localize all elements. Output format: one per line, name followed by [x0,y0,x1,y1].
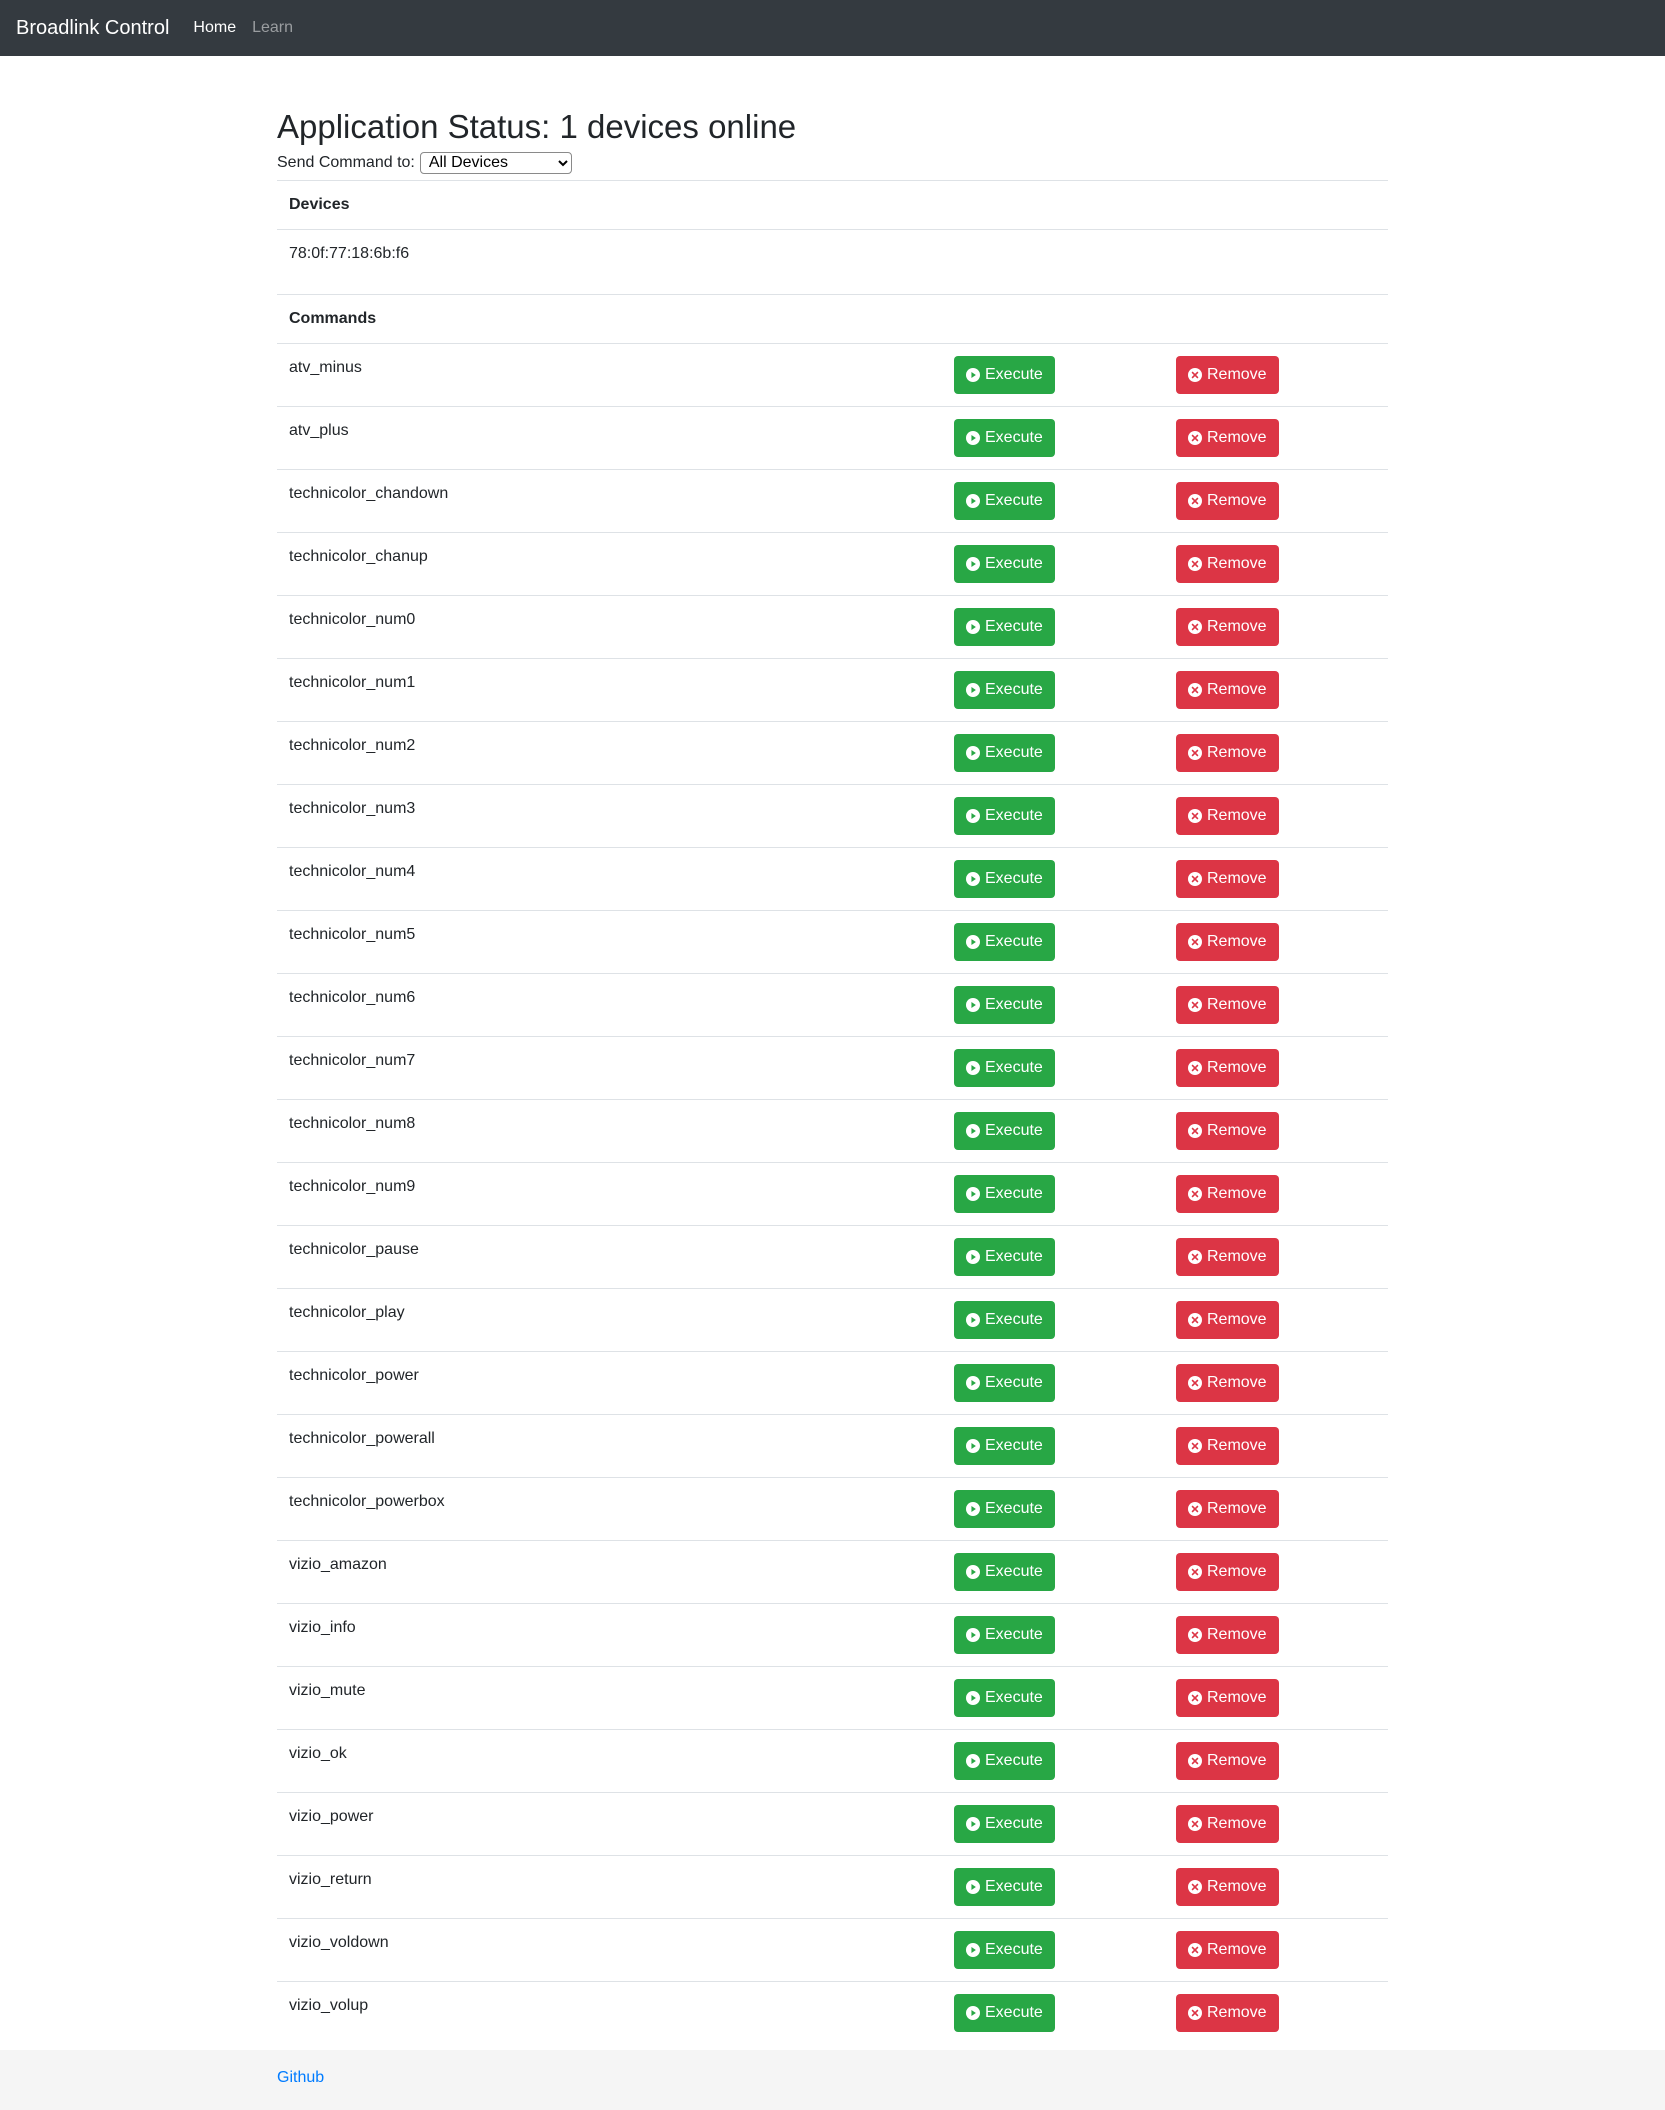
device-row [277,229,1388,294]
play-circle-icon [966,1628,985,1642]
remove-button[interactable] [1176,1679,1279,1717]
execute-label: Execute [985,869,1043,887]
command-row [277,658,1388,721]
remove-label: Remove [1207,743,1267,761]
remove-label: Remove [1207,1688,1267,1706]
execute-button[interactable] [954,1175,1055,1213]
command-row [277,469,1388,532]
command-row [277,1666,1388,1729]
status-table [277,180,1388,2045]
execute-button[interactable] [954,419,1055,457]
execute-label: Execute [985,2003,1043,2021]
command-name: vizio_amazon [277,1540,954,1603]
execute-button[interactable] [954,1364,1055,1402]
device-id: 78:0f:77:18:6b:f6 [277,229,1388,294]
execute-label: Execute [985,1877,1043,1895]
execute-button[interactable] [954,356,1055,394]
command-row [277,1918,1388,1981]
x-circle-icon [1188,1187,1207,1201]
remove-label: Remove [1207,491,1267,509]
remove-label: Remove [1207,1814,1267,1832]
remove-label: Remove [1207,869,1267,887]
commands-header-row [277,294,1388,343]
x-circle-icon [1188,1691,1207,1705]
remove-button[interactable] [1176,1175,1279,1213]
x-circle-icon [1188,494,1207,508]
remove-label: Remove [1207,1436,1267,1454]
command-row [277,1477,1388,1540]
command-row [277,406,1388,469]
execute-button[interactable] [954,860,1055,898]
command-row [277,1099,1388,1162]
remove-label: Remove [1207,1121,1267,1139]
brand-link[interactable]: Broadlink Control [16,16,170,39]
devices-header: Devices [277,180,1388,229]
remove-button[interactable] [1176,1490,1279,1528]
execute-label: Execute [985,617,1043,635]
command-row [277,1729,1388,1792]
command-name: technicolor_chanup [277,532,954,595]
play-circle-icon [966,620,985,634]
command-row [277,784,1388,847]
x-circle-icon [1188,431,1207,445]
main-container [277,56,1388,2044]
command-name: technicolor_num3 [277,784,954,847]
play-circle-icon [966,1376,985,1390]
play-circle-icon [966,1880,985,1894]
remove-button[interactable] [1176,1805,1279,1843]
execute-label: Execute [985,1499,1043,1517]
play-circle-icon [966,998,985,1012]
command-row [277,973,1388,1036]
remove-button[interactable] [1176,1868,1279,1906]
execute-label: Execute [985,491,1043,509]
command-row [277,1603,1388,1666]
remove-button[interactable] [1176,1427,1279,1465]
command-row [277,1414,1388,1477]
execute-label: Execute [985,554,1043,572]
x-circle-icon [1188,683,1207,697]
execute-label: Execute [985,995,1043,1013]
github-link[interactable]: Github [277,2069,325,2086]
play-circle-icon [966,746,985,760]
x-circle-icon [1188,1250,1207,1264]
execute-button[interactable] [954,1868,1055,1906]
commands-header: Commands [277,294,1388,343]
remove-label: Remove [1207,1940,1267,1958]
execute-button[interactable] [954,1427,1055,1465]
remove-label: Remove [1207,1373,1267,1391]
execute-label: Execute [985,1058,1043,1076]
remove-button[interactable] [1176,860,1279,898]
x-circle-icon [1188,1124,1207,1138]
remove-button[interactable] [1176,608,1279,646]
command-name: vizio_power [277,1792,954,1855]
play-circle-icon [966,1313,985,1327]
remove-label: Remove [1207,995,1267,1013]
remove-button[interactable] [1176,1742,1279,1780]
play-circle-icon [966,1124,985,1138]
remove-label: Remove [1207,1751,1267,1769]
x-circle-icon [1188,998,1207,1012]
execute-button[interactable] [954,1301,1055,1339]
x-circle-icon [1188,1754,1207,1768]
execute-button[interactable] [954,1805,1055,1843]
execute-button[interactable] [954,1112,1055,1150]
x-circle-icon [1188,746,1207,760]
command-row [277,343,1388,406]
command-name: vizio_return [277,1855,954,1918]
play-circle-icon [966,557,985,571]
command-row [277,532,1388,595]
execute-label: Execute [985,806,1043,824]
play-circle-icon [966,1250,985,1264]
command-row [277,1036,1388,1099]
command-name: atv_plus [277,406,954,469]
remove-button[interactable] [1176,419,1279,457]
command-name: technicolor_powerbox [277,1477,954,1540]
remove-label: Remove [1207,932,1267,950]
x-circle-icon [1188,1376,1207,1390]
command-name: technicolor_num5 [277,910,954,973]
x-circle-icon [1188,935,1207,949]
execute-label: Execute [985,1751,1043,1769]
execute-label: Execute [985,1373,1043,1391]
remove-button[interactable] [1176,671,1279,709]
x-circle-icon [1188,1061,1207,1075]
command-row [277,595,1388,658]
x-circle-icon [1188,1565,1207,1579]
execute-label: Execute [985,365,1043,383]
play-circle-icon [966,1502,985,1516]
execute-label: Execute [985,1625,1043,1643]
command-row [277,1981,1388,2044]
x-circle-icon [1188,872,1207,886]
command-row [277,847,1388,910]
command-row [277,721,1388,784]
play-circle-icon [966,1943,985,1957]
remove-label: Remove [1207,1058,1267,1076]
execute-button[interactable] [954,1616,1055,1654]
remove-button[interactable] [1176,1049,1279,1087]
execute-label: Execute [985,1310,1043,1328]
command-row [277,910,1388,973]
execute-button[interactable] [954,1931,1055,1969]
play-circle-icon [966,1565,985,1579]
play-circle-icon [966,872,985,886]
execute-label: Execute [985,1688,1043,1706]
remove-button[interactable] [1176,1301,1279,1339]
navbar [0,0,1665,56]
play-circle-icon [966,935,985,949]
execute-button[interactable] [954,1679,1055,1717]
x-circle-icon [1188,2006,1207,2020]
send-command-label: Send Command to: [277,153,415,171]
remove-label: Remove [1207,1877,1267,1895]
remove-button[interactable] [1176,986,1279,1024]
command-name: technicolor_num6 [277,973,954,1036]
command-name: technicolor_num2 [277,721,954,784]
execute-button[interactable] [954,1742,1055,1780]
play-circle-icon [966,2006,985,2020]
command-name: vizio_ok [277,1729,954,1792]
command-name: technicolor_num9 [277,1162,954,1225]
x-circle-icon [1188,1880,1207,1894]
remove-label: Remove [1207,428,1267,446]
page-title: Application Status: 1 devices online [277,108,797,145]
remove-button[interactable] [1176,923,1279,961]
remove-label: Remove [1207,1499,1267,1517]
command-row [277,1540,1388,1603]
x-circle-icon [1188,620,1207,634]
remove-button[interactable] [1176,482,1279,520]
execute-label: Execute [985,932,1043,950]
x-circle-icon [1188,1628,1207,1642]
remove-button[interactable] [1176,734,1279,772]
play-circle-icon [966,683,985,697]
command-name: technicolor_pause [277,1225,954,1288]
command-name: technicolor_powerall [277,1414,954,1477]
play-circle-icon [966,1187,985,1201]
execute-button[interactable] [954,734,1055,772]
execute-label: Execute [985,743,1043,761]
execute-label: Execute [985,1121,1043,1139]
x-circle-icon [1188,368,1207,382]
execute-label: Execute [985,1940,1043,1958]
play-circle-icon [966,494,985,508]
remove-button[interactable] [1176,1364,1279,1402]
remove-button[interactable] [1176,545,1279,583]
execute-label: Execute [985,1184,1043,1202]
remove-label: Remove [1207,1310,1267,1328]
remove-label: Remove [1207,1184,1267,1202]
execute-button[interactable] [954,1490,1055,1528]
command-name: technicolor_num7 [277,1036,954,1099]
x-circle-icon [1188,1439,1207,1453]
play-circle-icon [966,1061,985,1075]
remove-button[interactable] [1176,1616,1279,1654]
x-circle-icon [1188,809,1207,823]
remove-button[interactable] [1176,1238,1279,1276]
play-circle-icon [966,809,985,823]
play-circle-icon [966,1691,985,1705]
play-circle-icon [966,431,985,445]
remove-label: Remove [1207,806,1267,824]
remove-button[interactable] [1176,1112,1279,1150]
command-name: technicolor_num1 [277,658,954,721]
x-circle-icon [1188,1502,1207,1516]
play-circle-icon [966,1439,985,1453]
send-command-row [277,151,1388,175]
nav-home[interactable]: Home [193,19,237,36]
command-name: technicolor_num0 [277,595,954,658]
execute-button[interactable] [954,986,1055,1024]
execute-button[interactable] [954,545,1055,583]
execute-label: Execute [985,1562,1043,1580]
command-row [277,1792,1388,1855]
execute-button[interactable] [954,1553,1055,1591]
command-row [277,1162,1388,1225]
execute-button[interactable] [954,671,1055,709]
remove-label: Remove [1207,1625,1267,1643]
execute-button[interactable] [954,608,1055,646]
remove-button[interactable] [1176,356,1279,394]
x-circle-icon [1188,557,1207,571]
execute-label: Execute [985,680,1043,698]
play-circle-icon [966,368,985,382]
execute-button[interactable] [954,797,1055,835]
remove-button[interactable] [1176,797,1279,835]
x-circle-icon [1188,1817,1207,1831]
remove-label: Remove [1207,680,1267,698]
execute-button[interactable] [954,923,1055,961]
remove-label: Remove [1207,365,1267,383]
execute-button[interactable] [954,1238,1055,1276]
command-name: technicolor_num4 [277,847,954,910]
remove-label: Remove [1207,2003,1267,2021]
command-name: vizio_voldown [277,1918,954,1981]
command-name: vizio_mute [277,1666,954,1729]
command-row [277,1855,1388,1918]
command-name: technicolor_chandown [277,469,954,532]
remove-button[interactable] [1176,1994,1279,2032]
nav-learn[interactable]: Learn [252,19,294,36]
command-row [277,1225,1388,1288]
command-name: vizio_info [277,1603,954,1666]
command-row [277,1351,1388,1414]
execute-button[interactable] [954,1994,1055,2032]
command-name: technicolor_play [277,1288,954,1351]
remove-button[interactable] [1176,1553,1279,1591]
execute-label: Execute [985,1247,1043,1265]
execute-label: Execute [985,428,1043,446]
x-circle-icon [1188,1313,1207,1327]
remove-label: Remove [1207,617,1267,635]
play-circle-icon [966,1817,985,1831]
remove-label: Remove [1207,554,1267,572]
command-name: technicolor_num8 [277,1099,954,1162]
command-name: technicolor_power [277,1351,954,1414]
command-name: vizio_volup [277,1981,954,2044]
execute-button[interactable] [954,482,1055,520]
command-row [277,1288,1388,1351]
device-select[interactable] [420,152,572,174]
x-circle-icon [1188,1943,1207,1957]
remove-button[interactable] [1176,1931,1279,1969]
footer [0,2050,1665,2110]
execute-label: Execute [985,1436,1043,1454]
remove-label: Remove [1207,1562,1267,1580]
execute-button[interactable] [954,1049,1055,1087]
play-circle-icon [966,1754,985,1768]
remove-label: Remove [1207,1247,1267,1265]
command-name: atv_minus [277,343,954,406]
devices-header-row [277,180,1388,229]
execute-label: Execute [985,1814,1043,1832]
